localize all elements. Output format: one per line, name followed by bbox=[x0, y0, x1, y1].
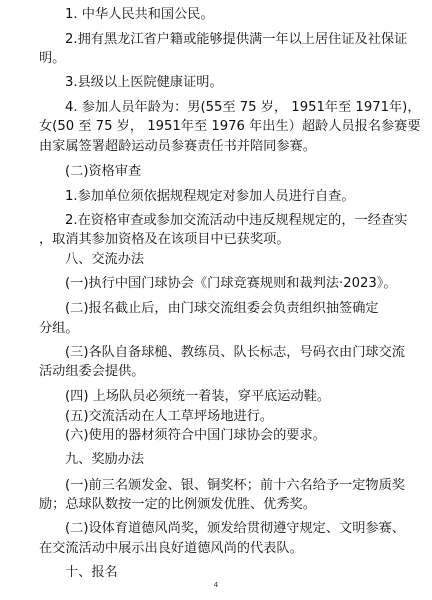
text-line-16: (三)各队自备球槌、教练员、队长标志，号码衣由门球交流 bbox=[65, 345, 405, 360]
text-line-9: 1.参加单位须依据规程规定对参加人员进行自查。 bbox=[65, 189, 355, 204]
text-line-14: (二)报名截止后，由门球交流组委会负责组织抽签确定 bbox=[65, 301, 379, 316]
text-line-5: 4. 参加人员年龄为：男(55至 75 岁， 1951年至 1971年)， bbox=[65, 100, 421, 115]
text-line-3: 明。 bbox=[39, 51, 66, 66]
text-line-4: 3.县级以上医院健康证明。 bbox=[65, 75, 223, 90]
text-line-24: (二)设体育道德风尚奖，颁发给贯彻遵守规定、文明参赛、 bbox=[65, 521, 405, 536]
text-line-15: 分组。 bbox=[39, 321, 79, 336]
text-line-22: (一)前三名颁发金、银、铜奖杯；前十六名给予一定物质奖 bbox=[65, 478, 405, 493]
text-line-23: 励；总球队数按一定的比例颁发优胜、优秀奖。 bbox=[39, 497, 316, 512]
text-line-19: (五)交流活动在人工草坪场地进行。 bbox=[65, 409, 274, 424]
text-line-21: 九、奖励办法 bbox=[65, 452, 145, 467]
text-line-7: 由家属签署超龄运动员参赛责任书并陪同参赛。 bbox=[39, 139, 316, 154]
text-line-1: 1. 中华人民共和国公民。 bbox=[65, 7, 214, 22]
text-line-13: (一)执行中国门球协会《门球竞赛规则和裁判法·2023》。 bbox=[65, 276, 397, 291]
text-line-17: 活动组委会提供。 bbox=[39, 364, 145, 379]
text-line-12: 八、交流办法 bbox=[65, 252, 145, 267]
text-line-2: 2.拥有黑龙江省户籍或能够提供满一年以上居住证及社保证 bbox=[65, 32, 408, 47]
text-line-18: (四) 上场队员必须统一着装，穿平底运动鞋。 bbox=[65, 389, 331, 404]
text-line-20: (六)使用的器材须符合中国门球协会的要求。 bbox=[65, 428, 326, 443]
text-line-8: (二)资格审查 bbox=[65, 164, 142, 179]
text-line-26: 十、报名 bbox=[65, 565, 118, 580]
page-number: 4 bbox=[213, 581, 219, 589]
text-line-25: 在交流活动中展示出良好道德风尚的代表队。 bbox=[39, 541, 303, 556]
text-line-10: 2.在资格审查或参加交流活动中违反规程规定的，一经查实 bbox=[65, 213, 408, 228]
text-line-11: ，取消其参加资格及在该项目中已获奖项。 bbox=[39, 232, 290, 247]
text-line-6: 女(50 至 75 岁， 1951年至 1976 年出生）超龄人员报名参赛要 bbox=[39, 119, 421, 134]
